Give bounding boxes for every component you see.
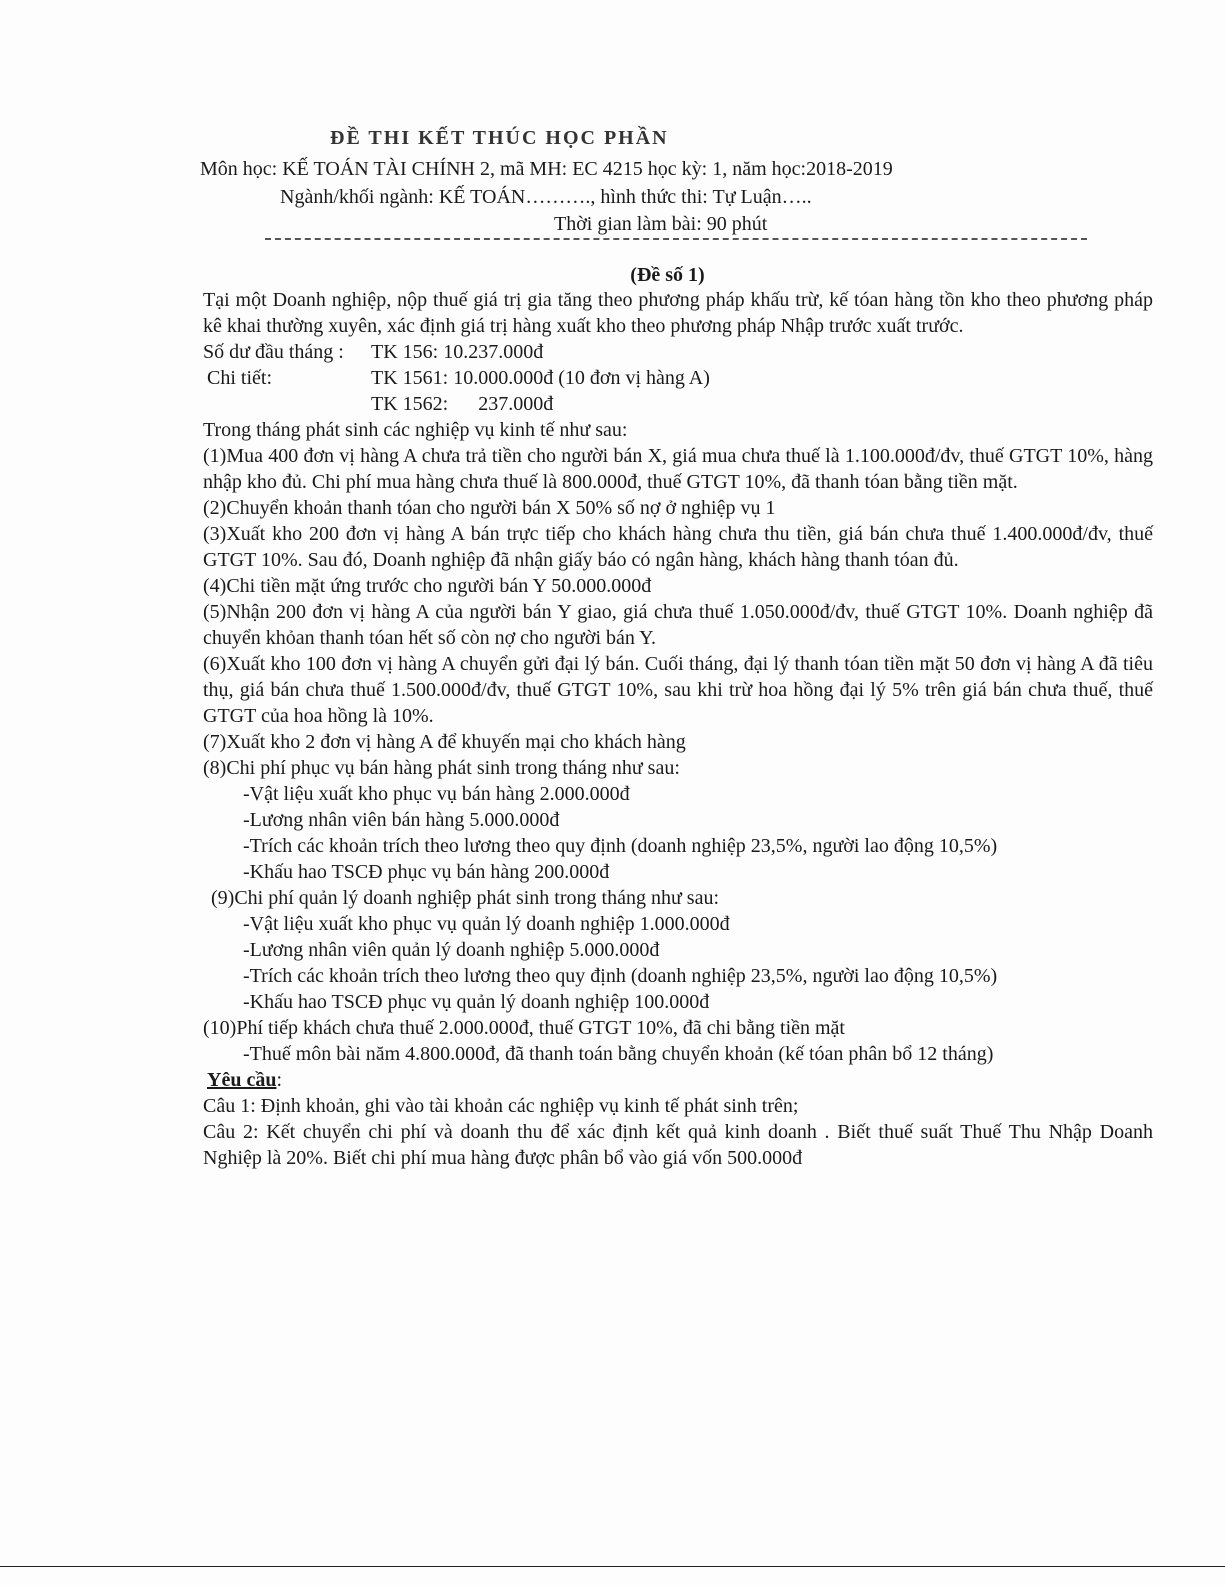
transaction-1: (1)Mua 400 đơn vị hàng A chưa trả tiền cho người bán X, giá mua chưa thuế là 1.100.000đ/đv, thuế GTGT 10%, hàng nhập kho đủ. Chi phí mua hàng chưa thuế là 800.000đ, thuế GTGT 10%, đã thanh tóan bằng tiền mặt.: [203, 445, 1153, 493]
exam-body: [203, 287, 1153, 1171]
bottom-edge-line: [0, 1566, 1225, 1568]
transaction-4: (4)Chi tiền mặt ứng trước cho người bán Y 50.000.000đ: [203, 575, 652, 597]
transaction-3: (3)Xuất kho 200 đơn vị hàng A bán trực tiếp cho khách hàng chưa thu tiền, giá bán chưa thuế 1.400.000đ/đv, thuế GTGT 10%. Sau đó, Doanh nghiệp đã nhận giấy báo có ngân hàng, khách hàng thanh tóan đủ.: [203, 523, 1153, 571]
transaction-9-item: -Khấu hao TSCĐ phục vụ quản lý doanh nghiệp 100.000đ: [243, 991, 710, 1013]
opening-balance-label: Số dư đầu tháng :: [203, 341, 344, 363]
transaction-9-item: -Trích các khoản trích theo lương theo quy định (doanh nghiệp 23,5%, người lao động 10,5%): [243, 965, 998, 987]
detail-2: TK 1562: 237.000đ: [371, 393, 554, 415]
opening-balance-value: TK 156: 10.237.000đ: [371, 341, 544, 363]
requirements-title: Yêu cầu: [207, 1069, 277, 1091]
opening-balance-row: [203, 339, 1153, 365]
transaction-10-item: -Thuế môn bài năm 4.800.000đ, đã thanh toán bằng chuyển khoản (kế tóan phân bổ 12 tháng): [243, 1043, 994, 1065]
intro-paragraph: Tại một Doanh nghiệp, nộp thuế giá trị gia tăng theo phương pháp khấu trừ, kế tóan hàng tồn kho theo phương pháp kê khai thường xuyên, xác định giá trị hàng xuất kho theo phương pháp Nhập trước xuất trước.: [203, 289, 1153, 337]
transaction-2: (2)Chuyển khoản thanh tóan cho người bán X 50% số nợ ở nghiệp vụ 1: [203, 497, 776, 519]
transaction-8-item: -Trích các khoản trích theo lương theo quy định (doanh nghiệp 23,5%, người lao động 10,5%): [243, 835, 998, 857]
detail-1: TK 1561: 10.000.000đ (10 đơn vị hàng A): [371, 367, 710, 389]
transaction-5: (5)Nhận 200 đơn vị hàng A của người bán Y giao, giá chưa thuế 1.050.000đ/đv, thuế GTGT 10%. Doanh nghiệp đã chuyển khỏan thanh tóan hết số còn nợ cho người bán Y.: [203, 601, 1153, 649]
exam-number: (Đề số 1): [630, 264, 705, 286]
transaction-7: (7)Xuất kho 2 đơn vị hàng A để khuyến mại cho khách hàng: [203, 731, 686, 753]
question-2: Câu 2: Kết chuyển chi phí và doanh thu để xác định kết quả kinh doanh . Biết thuế suất Thuế Thu Nhập Doanh Nghiệp là 20%. Biết chi phí mua hàng được phân bổ vào giá vốn 500.000đ: [203, 1121, 1153, 1169]
question-1: Câu 1: Định khoản, ghi vào tài khoản các nghiệp vụ kinh tế phát sinh trên;: [203, 1095, 799, 1117]
transaction-10: (10)Phí tiếp khách chưa thuế 2.000.000đ, thuế GTGT 10%, đã chi bằng tiền mặt: [203, 1017, 845, 1039]
transaction-8-item: -Lương nhân viên bán hàng 5.000.000đ: [243, 809, 560, 831]
transaction-9-item: -Lương nhân viên quản lý doanh nghiệp 5.000.000đ: [243, 939, 660, 961]
major-line: Ngành/khối ngành: KẾ TOÁN………., hình thức thi: Tự Luận…..: [280, 186, 812, 208]
transaction-8: (8)Chi phí phục vụ bán hàng phát sinh trong tháng như sau:: [203, 757, 680, 779]
detail-row-2: [203, 391, 1153, 417]
transaction-6: (6)Xuất kho 100 đơn vị hàng A chuyển gửi đại lý bán. Cuối tháng, đại lý thanh tóan tiền mặt 50 đơn vị hàng A đã tiêu thụ, giá bán chưa thuế 1.500.000đ/đv, thuế GTGT 10%, sau khi trừ hoa hồng đại lý 5% trên giá bán chưa thuế, thuế GTGT của hoa hồng là 10%.: [203, 653, 1153, 727]
transactions-intro: Trong tháng phát sinh các nghiệp vụ kinh tế như sau:: [203, 419, 628, 441]
detail-label: Chi tiết:: [207, 367, 272, 389]
transaction-9: (9)Chi phí quản lý doanh nghiệp phát sinh trong tháng như sau:: [211, 887, 719, 909]
time-line: Thời gian làm bài: 90 phút: [554, 213, 768, 235]
transaction-8-item: -Vật liệu xuất kho phục vụ bán hàng 2.000.000đ: [243, 783, 630, 805]
transaction-9-item: -Vật liệu xuất kho phục vụ quản lý doanh nghiệp 1.000.000đ: [243, 913, 730, 935]
subject-line: Môn học: KẾ TOÁN TÀI CHÍNH 2, mã MH: EC 4215 học kỳ: 1, năm học:2018-2019: [200, 158, 893, 180]
cut-off-title: ĐỀ THI KẾT THÚC HỌC PHẦN: [330, 127, 669, 149]
dashed-divider: [265, 238, 1087, 240]
detail-row-1: [203, 365, 1153, 391]
transaction-8-item: -Khấu hao TSCĐ phục vụ bán hàng 200.000đ: [243, 861, 610, 883]
requirements-heading: Yêu cầu:: [203, 1067, 1153, 1093]
